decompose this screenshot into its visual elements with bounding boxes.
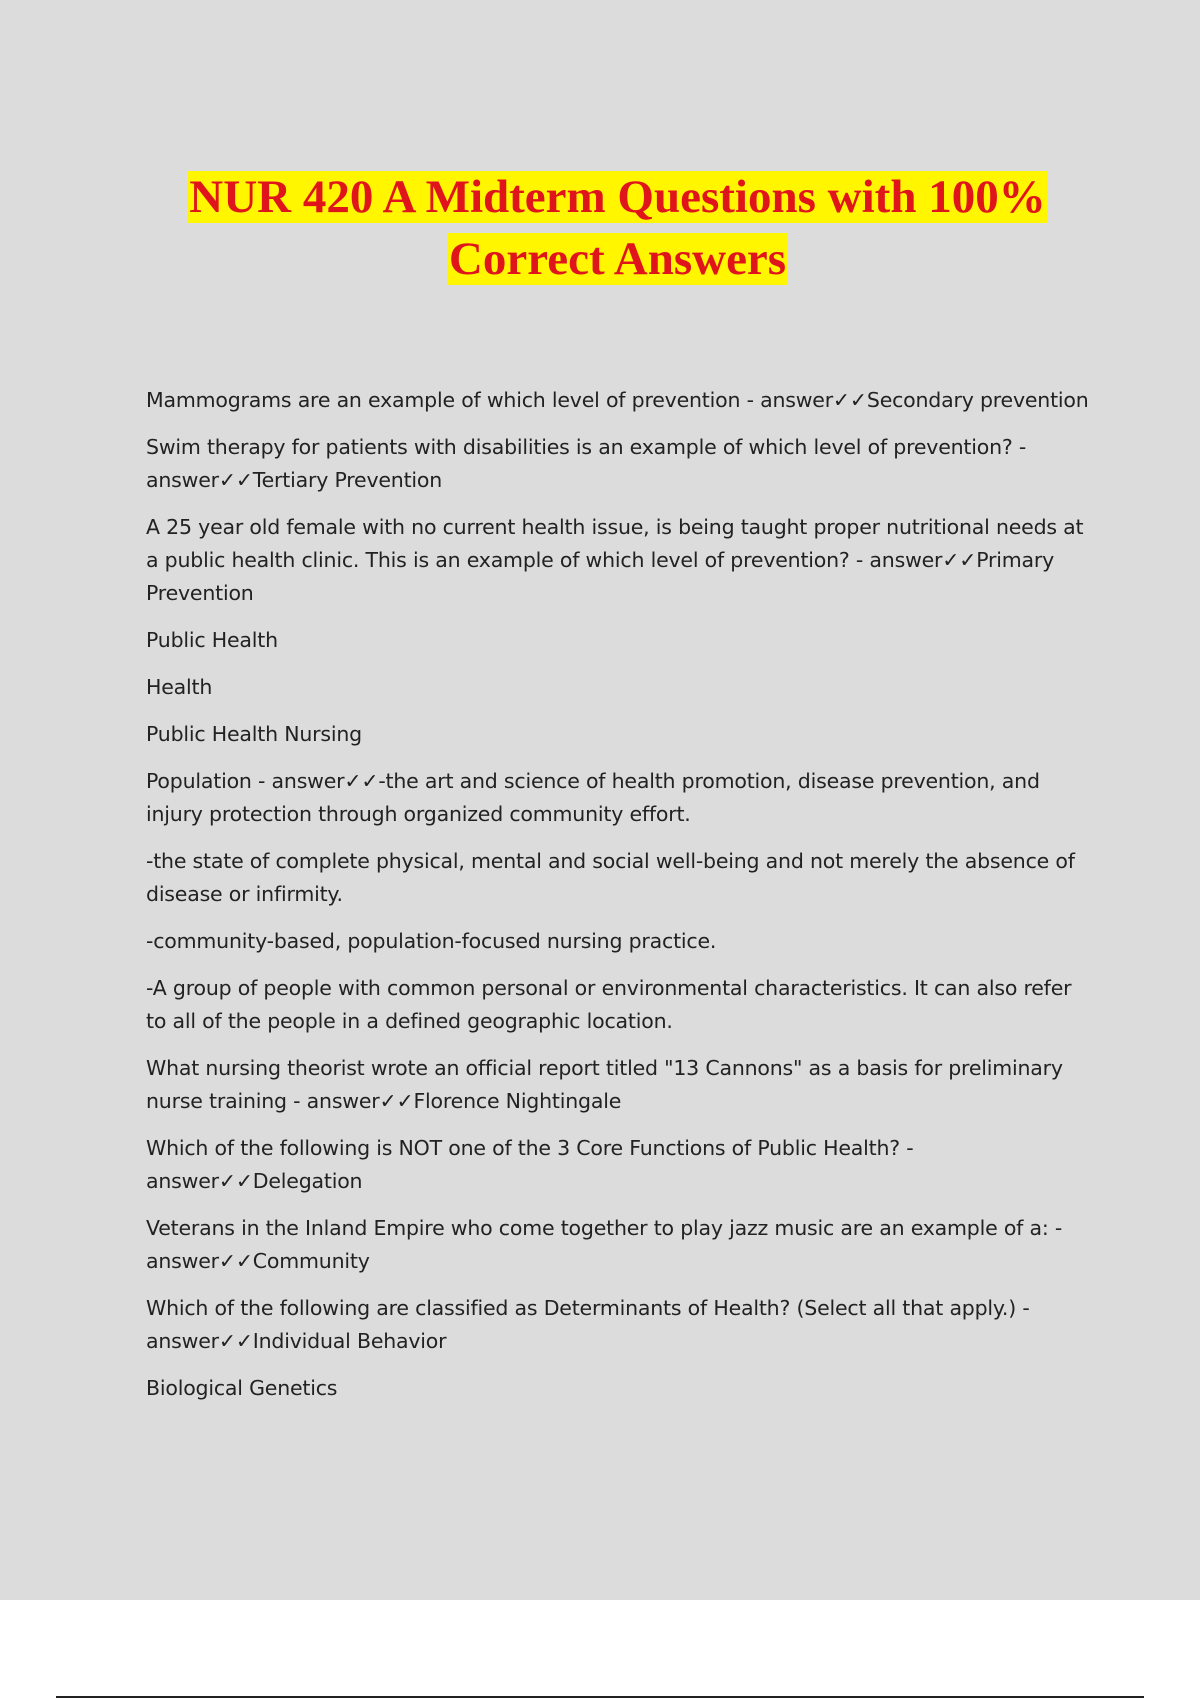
title-line-1: NUR 420 A Midterm Questions with 100% [189,171,1046,223]
paragraph: Health [146,675,213,699]
title-line-2: Correct Answers [448,233,787,285]
paragraph: Veterans in the Inland Empire who come together to play jazz music are an example of a: - answer✓✓Community [146,1216,1063,1273]
paragraph: A 25 year old female with no current health issue, is being taught proper nutritional needs at a public health clinic. This is an example of which level of prevention? - answer✓✓Primary Prevention [146,515,1084,605]
footer-divider [56,1696,1144,1698]
paragraph: Public Health Nursing [146,722,362,746]
paragraph: -A group of people with common personal or environmental characteristics. It can also refer to all of the people in a defined geographic location. [146,976,1072,1033]
paragraph: -community-based, population-focused nursing practice. [146,929,717,953]
paragraph: Which of the following is NOT one of the 3 Core Functions of Public Health? - answer✓✓Delegation [146,1136,914,1193]
page-title [0,166,1200,290]
document-body [146,384,1096,1419]
paragraph: Swim therapy for patients with disabilities is an example of which level of prevention? - answer✓✓Tertiary Prevention [146,435,1027,492]
paragraph: Which of the following are classified as Determinants of Health? (Select all that apply.) - answer✓✓Individual Behavior [146,1296,1030,1353]
paragraph: What nursing theorist wrote an official report titled "13 Cannons" as a basis for preliminary nurse training - answer✓✓Florence Nightingale [146,1056,1063,1113]
paragraph: -the state of complete physical, mental and social well-being and not merely the absence of disease or infirmity. [146,849,1075,906]
paragraph: Public Health [146,628,278,652]
paragraph: Biological Genetics [146,1376,338,1400]
paragraph: Mammograms are an example of which level of prevention - answer✓✓Secondary prevention [146,388,1089,412]
paragraph: Population - answer✓✓-the art and science of health promotion, disease prevention, and injury protection through organized community effort. [146,769,1040,826]
